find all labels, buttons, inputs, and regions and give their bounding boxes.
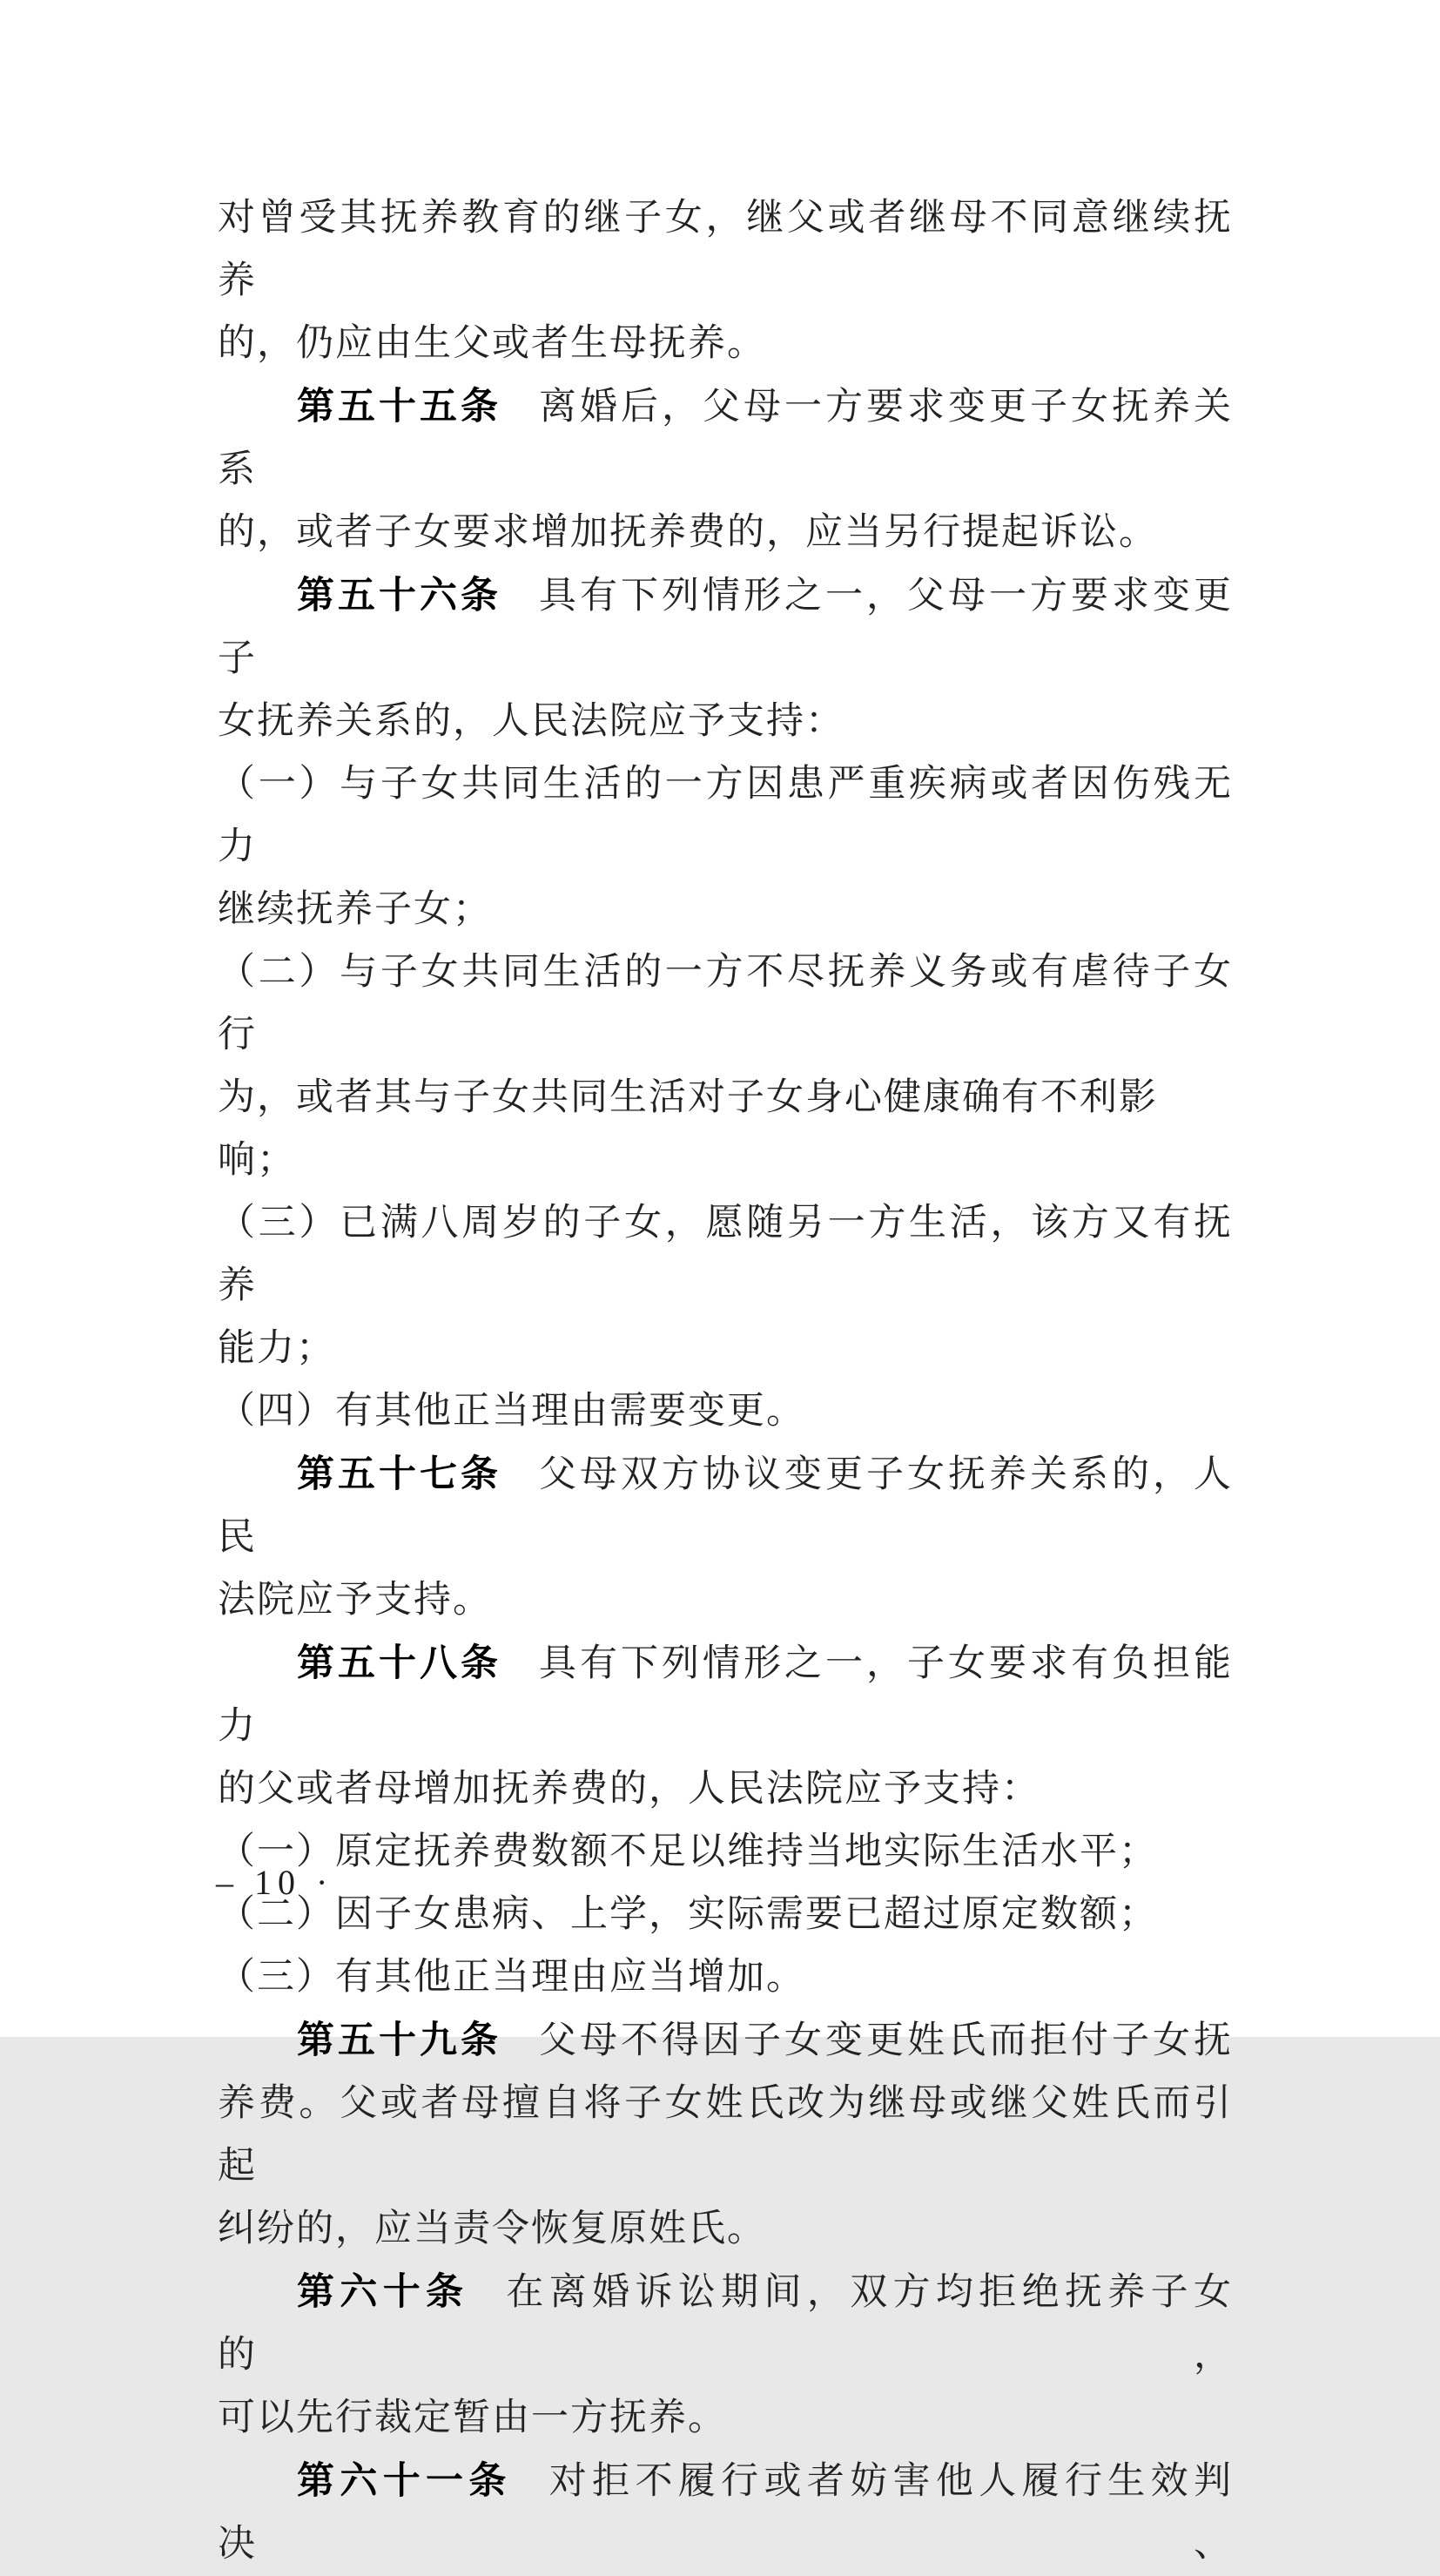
article-number: 第六十条 — [297, 2271, 469, 2313]
article-number: 第五十九条 — [297, 2020, 501, 2061]
text-line — [218, 2073, 1233, 2198]
text-line — [218, 1946, 1233, 2009]
text-line — [218, 2261, 1233, 2387]
text-line — [218, 2450, 1233, 2576]
article-number: 第五十五条 — [297, 386, 501, 428]
text-line — [218, 1569, 1233, 1632]
text-segment: 养费。父或者母擅自将子女姓氏改为继母或继父姓氏而引起 — [218, 2083, 1233, 2187]
text-segment: 父母双方协议变更子女抚养关系的，人民 — [218, 1454, 1233, 1558]
text-line — [218, 1192, 1233, 1318]
text-line — [218, 2009, 1233, 2073]
text-line — [218, 1443, 1233, 1569]
text-line — [218, 564, 1233, 691]
text-line — [218, 1884, 1233, 1946]
text-segment: （一）原定抚养费数额不足以维持当地实际生活水平； — [218, 1831, 1158, 1872]
text-segment: （四）有其他正当理由需要变更。 — [218, 1391, 805, 1432]
document-body — [218, 187, 1233, 2576]
text-line — [218, 375, 1233, 502]
text-segment: 具有下列情形之一，子女要求有负担能力 — [218, 1643, 1233, 1747]
text-segment: 法院应予支持。 — [218, 1580, 492, 1621]
text-line — [218, 691, 1233, 753]
text-segment: 的，或者子女要求增加抚养费的，应当另行提起诉讼。 — [218, 512, 1158, 553]
text-segment: 纠纷的，应当责令恢复原姓氏。 — [218, 2208, 766, 2249]
text-segment: （二）因子女患病、上学，实际需要已超过原定数额； — [218, 1894, 1158, 1935]
text-segment: 离婚后，父母一方要求变更子女抚养关系 — [218, 387, 1233, 490]
text-line — [218, 313, 1233, 375]
text-segment: 父母不得因子女变更姓氏而拒付子女抚 — [539, 2020, 1233, 2061]
text-line — [218, 2387, 1233, 2450]
text-line — [218, 2198, 1233, 2261]
text-segment: 为，或者其与子女共同生活对子女身心健康确有不利影响； — [218, 1077, 1158, 1181]
page-number: – 10 · — [216, 1863, 334, 1902]
article-number: 第六十一条 — [297, 2460, 512, 2502]
text-segment: 的，仍应由生父或者生母抚养。 — [218, 323, 766, 364]
text-segment: （一）与子女共同生活的一方因患严重疾病或者因伤残无力 — [218, 764, 1233, 867]
text-segment: 可以先行裁定暂由一方抚养。 — [218, 2397, 727, 2438]
text-segment: 女抚养关系的，人民法院应予支持： — [218, 701, 844, 742]
text-line — [218, 187, 1233, 313]
text-line — [218, 879, 1233, 941]
text-segment: 对曾受其抚养教育的继子女，继父或者继母不同意继续抚养 — [218, 198, 1233, 301]
text-line — [218, 1067, 1233, 1192]
text-line — [218, 1318, 1233, 1380]
article-number: 第五十七条 — [297, 1453, 501, 1495]
text-line — [218, 941, 1233, 1067]
text-segment: 能力； — [218, 1328, 335, 1369]
text-line — [218, 1821, 1233, 1884]
text-segment: 继续抚养子女； — [218, 889, 492, 930]
text-line — [218, 1380, 1233, 1443]
article-number: 第五十八条 — [297, 1642, 501, 1684]
text-line — [218, 1758, 1233, 1821]
text-segment: （二）与子女共同生活的一方不尽抚养义务或有虐待子女行 — [218, 952, 1233, 1055]
text-line — [218, 502, 1233, 564]
text-segment: （三）已满八周岁的子女，愿随另一方生活，该方又有抚养 — [218, 1203, 1233, 1306]
text-segment: 在离婚诉讼期间，双方均拒绝抚养子女的， — [218, 2272, 1234, 2376]
article-number: 第五十六条 — [297, 575, 501, 617]
text-line — [218, 1632, 1233, 1758]
text-segment: 的父或者母增加抚养费的，人民法院应予支持： — [218, 1769, 1040, 1810]
text-segment: （三）有其他正当理由应当增加。 — [218, 1957, 805, 1998]
text-line — [218, 753, 1233, 879]
text-segment: 具有下列情形之一，父母一方要求变更子 — [218, 576, 1233, 679]
text-segment: 对拒不履行或者妨害他人履行生效判决、 — [218, 2461, 1233, 2565]
